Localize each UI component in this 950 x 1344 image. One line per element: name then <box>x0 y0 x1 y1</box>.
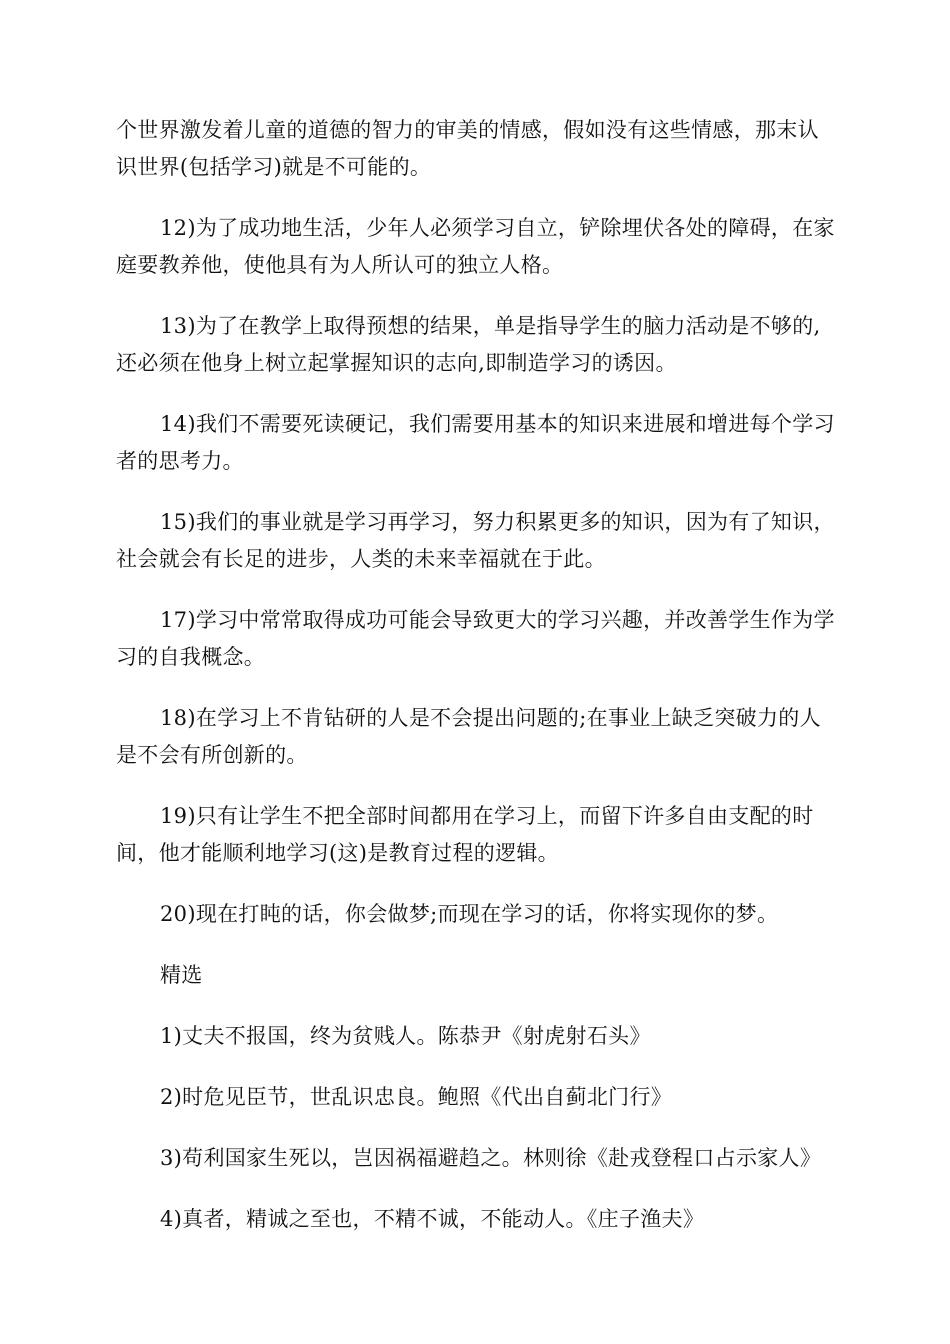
paragraph-continuation: 个世界激发着儿童的道德的智力的审美的情感，假如没有这些情感，那末认识世界(包括学习)就是不可能的。 <box>116 118 819 179</box>
quote-17: 17)学习中常常取得成功可能会导致更大的学习兴趣，并改善学生作为学习的自我概念。 <box>116 608 835 669</box>
quote-13: 13)为了在教学上取得预想的结果，单是指导学生的脑力活动是不够的,还必须在他身上树立起掌握知识的志向,即制造学习的诱因。 <box>116 314 821 375</box>
quote-19: 19)只有让学生不把全部时间都用在学习上，而留下许多自由支配的时间，他才能顺利地学习(这)是教育过程的逻辑。 <box>116 804 814 865</box>
document-body <box>116 112 836 1262</box>
section-heading-selected: 精选 <box>160 963 203 987</box>
selected-quote-1: 1)丈夫不报国，终为贫贱人。陈恭尹《射虎射石头》 <box>160 1024 651 1048</box>
quote-12: 12)为了成功地生活，少年人必须学习自立，铲除埋伏各处的障碍，在家庭要教养他，使他具有为人所认可的独立人格。 <box>116 216 835 277</box>
selected-quote-3: 3)苟利国家生死以，岂因祸福避趋之。林则徐《赴戎登程口占示家人》 <box>160 1146 822 1170</box>
quote-15: 15)我们的事业就是学习再学习，努力积累更多的知识，因为有了知识，社会就会有长足的进步，人类的未来幸福就在于此。 <box>116 510 835 571</box>
selected-quote-4: 4)真者，精诚之至也，不精不诚，不能动人。《庄子渔夫》 <box>160 1207 705 1231</box>
selected-quote-2: 2)时危见臣节，世乱识忠良。鲍照《代出自蓟北门行》 <box>160 1085 673 1109</box>
quote-20: 20)现在打盹的话，你会做梦;而现在学习的话，你将实现你的梦。 <box>160 902 779 926</box>
quote-14: 14)我们不需要死读硬记，我们需要用基本的知识来进展和增进每个学习者的思考力。 <box>116 412 835 473</box>
quote-18: 18)在学习上不肯钻研的人是不会提出问题的;在事业上缺乏突破力的人是不会有所创新的。 <box>116 706 821 767</box>
